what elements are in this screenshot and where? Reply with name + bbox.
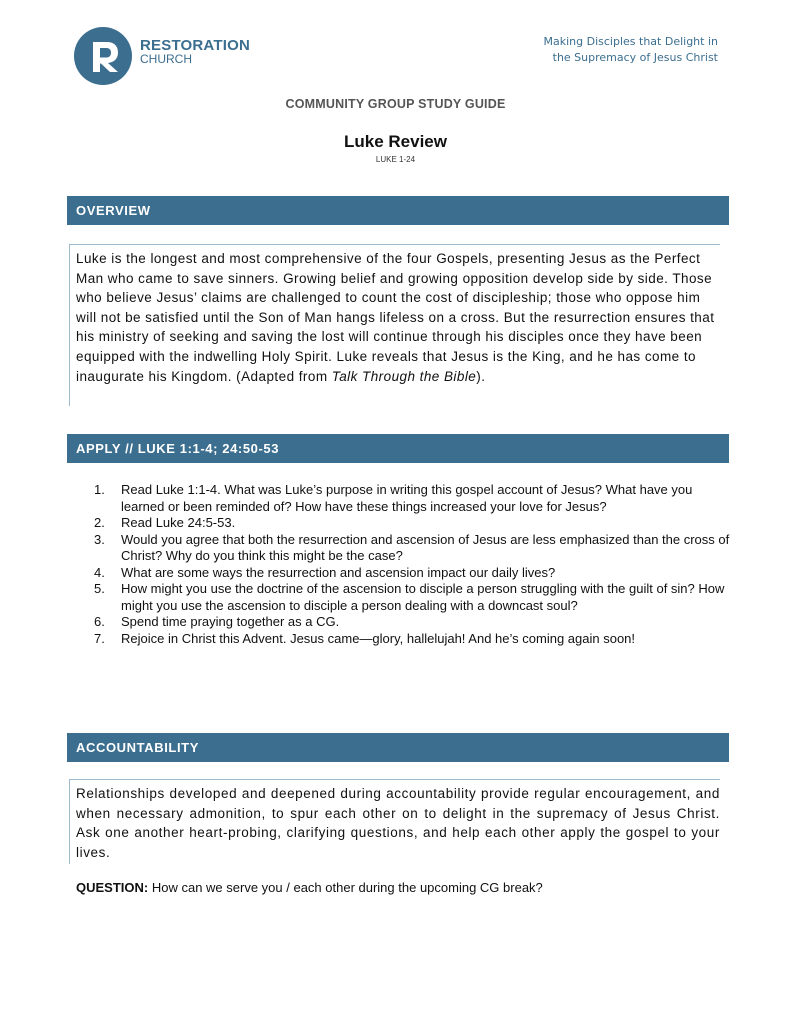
overview-body (69, 244, 720, 406)
logo-r-icon (74, 27, 132, 85)
list-item: 4. What are some ways the resurrection and ascension impact our daily lives? (94, 564, 556, 580)
accountability-heading: ACCOUNTABILITY (67, 733, 729, 762)
overview-heading: OVERVIEW (67, 196, 729, 225)
logo-name: RESTORATION (140, 37, 250, 54)
overview-text-end: ). (476, 368, 486, 384)
accountability-question (76, 880, 736, 895)
tagline-line-2: the Supremacy of Jesus Christ (552, 51, 718, 64)
list-item: 6. Spend time praying together as a CG. (94, 614, 340, 629)
question-label: QUESTION: (76, 880, 149, 895)
apply-question-list (94, 482, 734, 647)
page-title: Luke Review (344, 132, 447, 151)
list-item: 7. Rejoice in Christ this Advent. Jesus came—glory, hallelujah! And he’s coming again soon! (94, 630, 636, 646)
overview-text: Luke is the longest and most comprehensive of the four Gospels, presenting Jesus as the Perfect Man who came to save sinners. Growing belief and growing opposition develop side by side. Those who believe Jesus’ claims are challenged to count the cost of discipleship; those who oppose him will not be satisfied until the Son of Man hangs lifeless on a cross. But the resurrection ensures that his ministry of seeking and saving the lost will continue through his disciples once they have been equipped with the indwelling Holy Spirit. Luke reveals that Jesus is the King, and he has come to inaugurate his Kingdom. (Adapted from (76, 251, 715, 384)
tagline-line-1: Making Disciples that Delight in (543, 35, 718, 48)
overview-source-title: Talk Through the Bible (331, 368, 477, 384)
scripture-reference: LUKE 1-24 (375, 155, 416, 164)
guide-label: COMMUNITY GROUP STUDY GUIDE (285, 97, 506, 111)
apply-heading: APPLY // LUKE 1:1-4; 24:50-53 (67, 434, 729, 463)
church-logo (74, 27, 294, 87)
list-item: 2. Read Luke 24:5-53. (94, 515, 236, 530)
list-item: 5. How might you use the doctrine of the ascension to disciple a person struggling with the guilt of sin? How might you use the ascension to disciple a person dealing with a downcast soul? (94, 581, 725, 613)
tagline (544, 34, 718, 66)
list-item: 1. Read Luke 1:1-4. What was Luke’s purpose in writing this gospel account of Jesus? What have you learned or been reminded of? How have these things increased your love for Jesus? (94, 482, 693, 514)
logo-subtitle: CHURCH (140, 52, 192, 66)
list-item: 3. Would you agree that both the resurrection and ascension of Jesus are less emphasized than the cross of Christ? Why do you think this might be the case? (94, 531, 730, 563)
question-text: How can we serve you / each other during the upcoming CG break? (148, 880, 543, 895)
accountability-body: Relationships developed and deepened during accountability provide regular encouragement, and when necessary admonition, to spur each other on to delight in the supremacy of Jesus Christ. Ask one another heart-probing, clarifying questions, and help each other apply the gospel to your lives. (69, 779, 720, 864)
